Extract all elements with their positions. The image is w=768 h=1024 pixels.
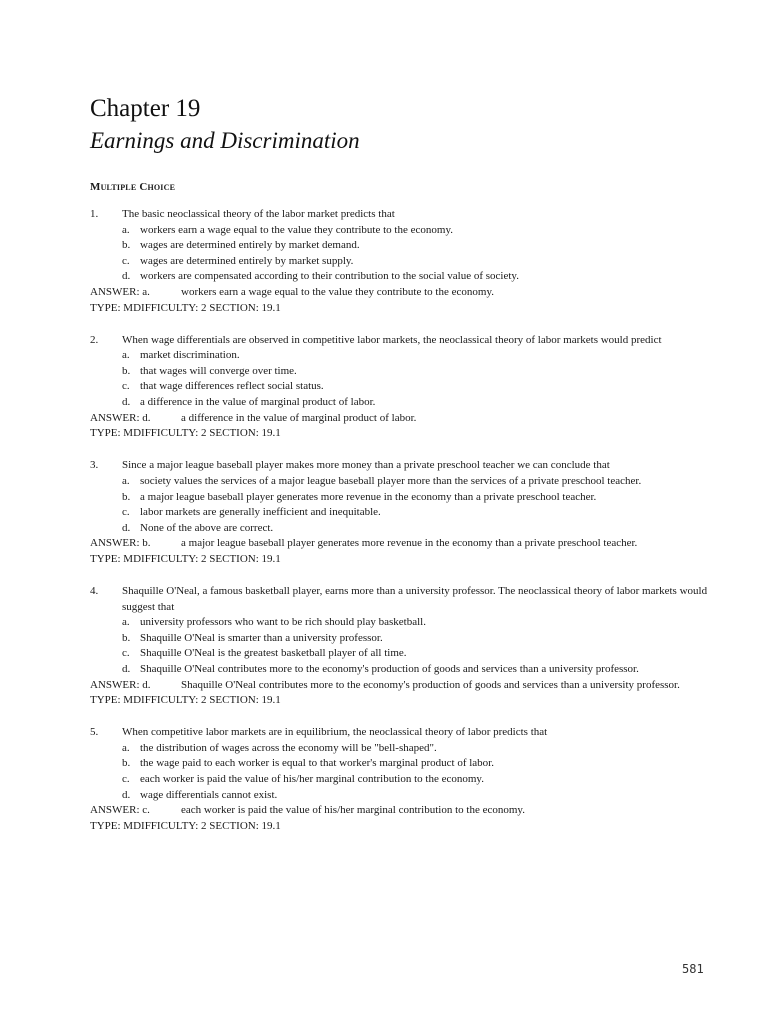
question-text: Since a major league baseball player makes more money than a private preschool teacher we can conclude that [122,459,610,472]
answer-key [90,411,710,427]
answer-label: ANSWER: d. [90,678,151,691]
question-5 [90,725,710,834]
chapter-number: Chapter 19 [90,95,201,122]
answer-choice [90,646,710,662]
answer-choice [90,490,710,506]
choice-letter: a. [122,349,130,362]
choice-text: market discrimination. [140,349,240,362]
question-meta: TYPE: MDIFFICULTY: 2 SECTION: 19.1 [90,694,281,707]
choice-letter: a. [122,223,130,236]
choice-letter: c. [122,773,130,785]
question-stem [90,725,710,741]
choice-letter: b. [122,757,131,770]
answer-choice [90,631,710,647]
answer-choice [90,662,710,678]
answer-choice [90,269,710,285]
choice-text: workers earn a wage equal to the value they contribute to the economy. [140,223,453,236]
choice-letter: d. [122,270,131,283]
choice-text: the distribution of wages across the economy will be "bell-shaped". [140,741,437,754]
section-heading: Multiple Choice [90,181,176,193]
question-number: 2. [90,333,99,346]
answer-choice [90,223,710,239]
question-stem [90,458,710,474]
question-number: 5. [90,726,99,739]
choice-letter: c. [122,506,130,519]
choice-letter: b. [122,364,131,377]
question-stem [90,584,710,615]
answer-text: workers earn a wage equal to the value they contribute to the economy. [181,285,494,298]
choice-text: that wages will converge over time. [140,364,297,377]
choice-letter: c. [122,254,130,267]
choice-letter: d. [122,521,131,534]
answer-choice [90,756,710,772]
answer-text: Shaquille O'Neal contributes more to the economy's production of goods and services than a university professor. [181,678,680,691]
answer-choice [90,254,710,270]
choice-text: that wage differences reflect social status. [140,380,324,393]
choice-text: None of the above are correct. [140,521,274,534]
answer-text: each worker is paid the value of his/her marginal contribution to the economy. [181,804,525,817]
answer-choice [90,395,710,411]
answer-choice [90,364,710,380]
answer-text: a major league baseball player generates more revenue in the economy than a private preschool teacher. [181,537,638,550]
choice-text: wages are determined entirely by market supply. [140,254,354,267]
answer-text: a difference in the value of marginal product of labor. [181,411,417,424]
choice-letter: b. [122,631,131,644]
question-4 [90,584,710,709]
choice-text: Shaquille O'Neal is the greatest basketball player of all time. [140,647,407,660]
question-text: When wage differentials are observed in competitive labor markets, the neoclassical theory of labor markets would predict [122,333,662,346]
question-stem [90,333,710,349]
question-number: 3. [90,459,99,472]
question-meta: TYPE: MDIFFICULTY: 2 SECTION: 19.1 [90,301,281,314]
question-text: When competitive labor markets are in equilibrium, the neoclassical theory of labor predicts that [122,726,548,739]
question-2 [90,333,710,442]
answer-label: ANSWER: c. [90,804,150,817]
question-1 [90,207,710,316]
choice-text: workers are compensated according to their contribution to the social value of society. [140,270,519,283]
answer-choice [90,788,710,804]
choice-text: labor markets are generally inefficient and inequitable. [140,506,381,519]
question-number: 4. [90,584,99,597]
choice-text: society values the services of a major league baseball player more than the services of a private preschool teacher. [140,474,642,487]
question-number: 1. [90,208,99,220]
answer-key [90,803,710,819]
choice-letter: a. [122,616,130,629]
answer-choice [90,379,710,395]
choice-letter: d. [122,662,131,675]
question-meta: TYPE: MDIFFICULTY: 2 SECTION: 19.1 [90,819,281,832]
question-meta: TYPE: MDIFFICULTY: 2 SECTION: 19.1 [90,427,281,440]
answer-label: ANSWER: b. [90,537,151,550]
choice-letter: c. [122,647,130,660]
choice-text: wage differentials cannot exist. [140,788,278,801]
choice-text: university professors who want to be rich should play basketball. [140,616,426,629]
answer-choice [90,505,710,521]
choice-letter: d. [122,396,131,409]
chapter-title: Earnings and Discrimination [90,128,360,153]
question-text: The basic neoclassical theory of the labor market predicts that [122,208,395,220]
choice-letter: b. [122,490,131,503]
choice-text: a difference in the value of marginal product of labor. [140,396,376,409]
answer-key [90,536,710,552]
choice-text: wages are determined entirely by market demand. [140,239,360,252]
question-stem [90,207,710,223]
question-text: Shaquille O'Neal, a famous basketball player, earns more than a university professor. The neoclassical theory of labor markets would suggest that [122,584,708,613]
choice-letter: a. [122,474,130,487]
question-list [90,207,710,851]
choice-text: a major league baseball player generates more revenue in the economy than a private preschool teacher. [140,490,597,503]
answer-label: ANSWER: d. [90,411,151,424]
answer-choice [90,615,710,631]
choice-text: the wage paid to each worker is equal to that worker's marginal product of labor. [140,757,494,770]
answer-choice [90,238,710,254]
answer-choice [90,772,710,788]
choice-text: each worker is paid the value of his/her marginal contribution to the economy. [140,773,484,785]
answer-choice [90,741,710,757]
question-3 [90,458,710,567]
answer-key [90,678,710,694]
answer-choice [90,521,710,537]
choice-text: Shaquille O'Neal contributes more to the economy's production of goods and services than a university professor. [140,662,639,675]
choice-letter: b. [122,239,131,252]
page-number: 581 [682,962,704,976]
answer-label: ANSWER: a. [90,285,150,298]
question-meta: TYPE: MDIFFICULTY: 2 SECTION: 19.1 [90,552,281,565]
choice-letter: d. [122,788,131,801]
answer-choice [90,474,710,490]
answer-choice [90,348,710,364]
choice-letter: a. [122,741,130,754]
choice-letter: c. [122,380,130,393]
answer-key [90,285,710,301]
choice-text: Shaquille O'Neal is smarter than a university professor. [140,631,383,644]
